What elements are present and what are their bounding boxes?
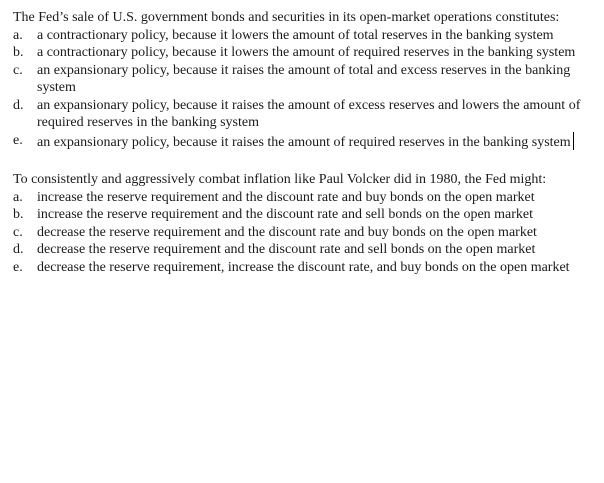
option-letter: a. [13,27,23,43]
option-text: an expansionary policy, because it raises the amount of total and excess reserves in the banking system [37,62,571,95]
question-1-option-c[interactable] [13,62,590,97]
option-text: increase the reserve requirement and the discount rate and sell bonds on the open market [37,207,534,222]
option-text: decrease the reserve requirement and the discount rate and buy bonds on the open market [37,224,537,240]
option-text: a contractionary policy, because it lowers the amount of total reserves in the banking system [37,27,554,43]
option-letter: b. [13,207,24,222]
option-text: an expansionary policy, because it raises the amount of excess reserves and lowers the amount of required reserves in the banking system [37,97,581,130]
question-2-options [13,189,590,277]
question-2-option-a[interactable] [13,189,590,207]
question-1-option-b[interactable] [13,44,590,62]
question-1-stem[interactable]: The Fed’s sale of U.S. government bonds and securities in its open-market operations constitutes: [13,10,560,25]
question-1-option-a[interactable] [13,27,590,45]
option-letter: c. [13,224,23,240]
option-text-content: an expansionary policy, because it raises the amount of required reserves in the banking system [37,134,571,150]
option-letter: c. [13,62,23,78]
option-text [37,132,590,152]
question-2-option-c[interactable] [13,224,590,242]
question-1-option-e[interactable] [13,132,590,152]
question-2 [13,171,590,276]
option-letter: e. [13,132,23,148]
question-2-option-e[interactable] [13,259,590,277]
option-text: a contractionary policy, because it lowers the amount of required reserves in the banking system [37,45,576,60]
question-2-option-b[interactable] [13,206,590,224]
option-text: increase the reserve requirement and the discount rate and buy bonds on the open market [37,189,535,205]
question-1-option-d[interactable] [13,97,590,132]
question-2-option-d[interactable] [13,241,590,259]
option-text: decrease the reserve requirement, increase the discount rate, and buy bonds on the open market [37,259,570,275]
option-letter: b. [13,45,24,60]
option-letter: e. [13,259,23,275]
question-2-stem[interactable]: To consistently and aggressively combat inflation like Paul Volcker did in 1980, the Fed might: [13,172,547,187]
question-1 [13,9,590,151]
question-1-options [13,27,590,152]
option-letter: d. [13,97,24,113]
option-letter: a. [13,189,23,205]
option-letter: d. [13,242,24,257]
text-cursor [573,132,574,150]
option-text: decrease the reserve requirement and the discount rate and sell bonds on the open market [37,242,536,257]
